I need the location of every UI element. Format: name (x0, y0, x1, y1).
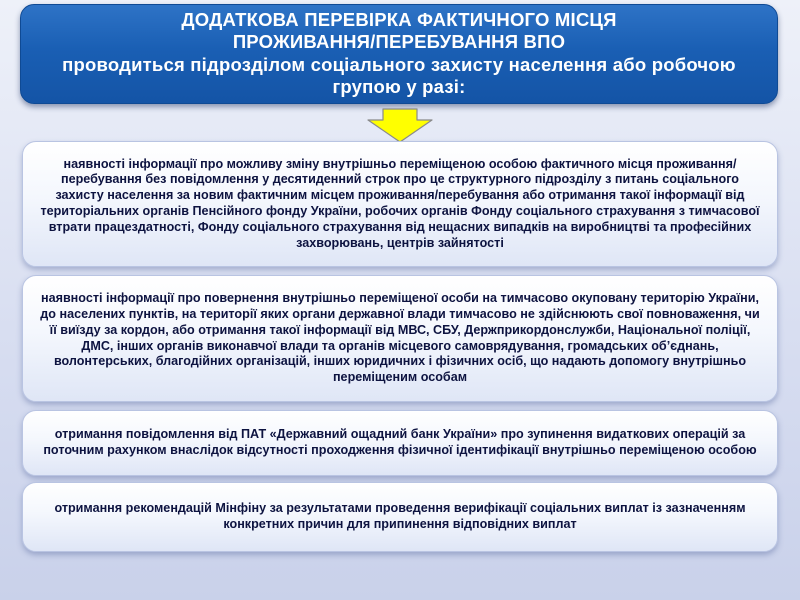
condition-box-2 (22, 275, 778, 402)
header-banner (20, 4, 778, 104)
down-arrow-icon (365, 108, 435, 143)
condition-text-4: отримання рекомендацій Мінфіну за результатами проведення верифікації соціальних виплат із зазначенням конкретних причин для припинення відповідних виплат (54, 501, 746, 531)
condition-box-3 (22, 410, 778, 476)
down-arrow-shape (368, 109, 432, 142)
condition-box-1 (22, 141, 778, 267)
header-title-line-2: ПРОЖИВАННЯ/ПЕРЕБУВАННЯ ВПО (232, 30, 566, 52)
condition-text-3: отримання повідомлення від ПАТ «Державний ощадний банк України» про зупинення видаткових операцій за поточним рахунком внаслідок відсутності проходження фізичної ідентифікації внутрішньо переміщеною особою (43, 427, 757, 457)
condition-text-2: наявності інформації про повернення внутрішньо переміщеної особи на тимчасово окуповану територію України, до населених пунктів, на території яких органи державної влади тимчасово не здійснюють свої повноваження, чи її виїзду за кордон, або отримання такої інформації від МВС, СБУ, Держприкордонслужби, Національної поліції, ДМС, інших органів виконавчої влади та органів місцевого самоврядування, громадських об’єднань, волонтерських, благодійних організацій, інших юридичних і фізичних осіб, що надають допомогу внутрішньо переміщеним особам (40, 291, 760, 385)
header-subtitle: проводиться підрозділом соціального захисту населення або робочою групою у разі: (62, 53, 736, 97)
header-text-block (37, 9, 761, 98)
condition-text-1: наявності інформації про можливу зміну внутрішньо переміщеною особою фактичного місця проживання/перебування без повідомлення у десятиденний строк про це структурного підрозділу з питань соціального захисту населення за новим фактичним місцем проживання/перебування або отримання такої інформації від територіальних органів Пенсійного фонду України, робочих органів Фонду соціального страхування з тимчасової втрати працездатності, Фонду соціального страхування від нещасних випадків на виробництві та професійних захворювань, центрів зайнятості (40, 156, 760, 250)
condition-box-4 (22, 482, 778, 552)
header-title-line-1: ДОДАТКОВА ПЕРЕВІРКА ФАКТИЧНОГО МІСЦЯ (181, 8, 617, 30)
